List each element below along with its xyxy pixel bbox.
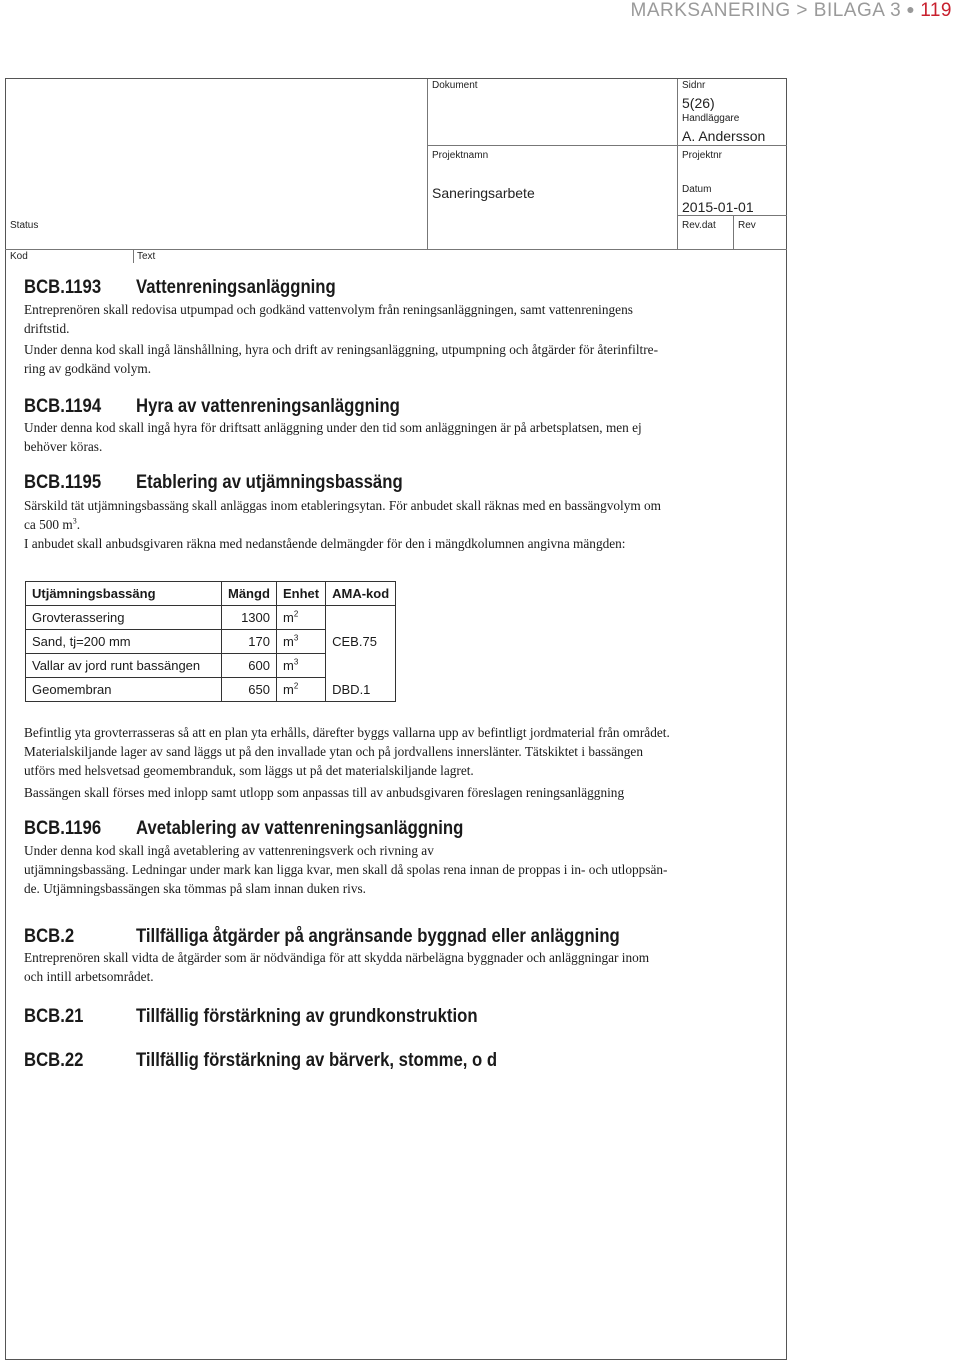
unit-cell <box>277 606 326 630</box>
unit-text: m <box>283 682 294 697</box>
text-line <box>24 515 764 534</box>
text-line: Bassängen skall förses med inlopp samt utlopp som anpassas till av anbudsgivaren föreslagen reningsanläggning <box>24 785 625 800</box>
sidnr-value: 5(26) <box>682 95 715 111</box>
text-line: driftstid. <box>24 321 70 336</box>
section-code: BCB.22 <box>24 1050 84 1071</box>
kod-text-divider <box>133 249 134 263</box>
text-line: utjämningsbassäng. Ledningar under mark kan ligga kvar, men skall då spolas rena innan de proppas i in- och utloppsän- <box>24 862 668 877</box>
section-code: BCB.2 <box>24 926 75 947</box>
unit-text: m <box>283 610 294 625</box>
item-cell: Sand, tj=200 mm <box>26 630 222 654</box>
table-row <box>26 630 396 654</box>
revdat-label: Rev.dat <box>682 220 716 231</box>
header-divider <box>427 145 787 146</box>
unit-exponent: 2 <box>293 681 299 691</box>
qty-cell: 600 <box>222 654 277 678</box>
header-divider <box>677 79 678 249</box>
section-title: Hyra av vattenreningsanläggning <box>136 396 400 417</box>
column-header: AMA-kod <box>326 582 396 606</box>
table-header-row <box>26 582 396 606</box>
ama-cell <box>326 654 396 678</box>
table-row <box>26 654 396 678</box>
text-line: Särskild tät utjämningsbassäng skall anläggas inom etableringsytan. För anbudet skall räknas med en bassängvolym om <box>24 498 662 513</box>
section-code: BCB.1193 <box>24 277 102 298</box>
text-line: behöver köras. <box>24 439 103 454</box>
handlaggare-value: A. Andersson <box>682 128 766 144</box>
section-title: Avetablering av vattenreningsanläggning <box>136 818 464 839</box>
table-row <box>26 606 396 630</box>
handlaggare-label: Handläggare <box>682 113 740 124</box>
text-line: Under denna kod skall ingå länshållning, hyra och drift av reningsanläggning, utpumpning och åtgärder för återinfiltre- <box>24 342 658 357</box>
text-line: och intill arbetsområdet. <box>24 969 154 984</box>
header-divider <box>5 249 787 250</box>
datum-label: Datum <box>682 184 712 195</box>
header-divider <box>677 215 787 216</box>
qty-cell: 170 <box>222 630 277 654</box>
text-segment: ca 500 m <box>24 517 73 532</box>
ama-cell <box>326 606 396 630</box>
sidnr-label: Sidnr <box>682 80 706 91</box>
unit-text: m <box>283 658 294 673</box>
text-line: Under denna kod skall ingå hyra för driftsatt anläggning under den tid som anläggningen är på arbetsplatsen, men ej <box>24 420 642 435</box>
section-code: BCB.1196 <box>24 818 102 839</box>
unit-cell <box>277 678 326 702</box>
running-head-section: MARKSANERING > BILAGA 3 <box>630 0 902 21</box>
section-code: BCB.1195 <box>24 472 102 493</box>
unit-cell <box>277 654 326 678</box>
text-line: Entreprenören skall vidta de åtgärder som är nödvändiga för att skydda närbelägna byggnader och anläggningar inom <box>24 950 650 965</box>
text-line: I anbudet skall anbudsgivaren räkna med nedanstående delmängder för den i mängdkolumnen angivna mängden: <box>24 536 626 551</box>
unit-text: m <box>283 634 294 649</box>
column-header: Enhet <box>277 582 326 606</box>
ama-cell: DBD.1 <box>326 678 396 702</box>
section-title: Tillfällig förstärkning av grundkonstruktion <box>136 1006 478 1027</box>
text-line: Befintlig yta grovterrasseras så att en plan yta erhålls, därefter byggs vallarna upp av befintligt jordmaterial från området. <box>24 725 670 740</box>
datum-value: 2015-01-01 <box>682 199 754 215</box>
text-segment: . <box>76 517 81 532</box>
unit-exponent: 3 <box>293 633 299 643</box>
section-paragraph <box>24 723 764 780</box>
text-line: Under denna kod skall ingå avetablering av vattenreningsverk och rivning av <box>24 843 434 858</box>
qty-cell: 1300 <box>222 606 277 630</box>
page-number: 119 <box>920 0 952 21</box>
section-title: Vattenreningsanläggning <box>136 277 336 298</box>
projektnamn-value: Saneringsarbete <box>432 185 535 201</box>
rev-label: Rev <box>738 220 756 231</box>
section-paragraph <box>24 300 764 338</box>
item-cell: Grovterassering <box>26 606 222 630</box>
unit-exponent: 2 <box>293 609 299 619</box>
bullet-icon: ● <box>906 1 916 17</box>
table-row <box>26 678 396 702</box>
quantity-table <box>25 581 396 702</box>
section-paragraph <box>24 418 764 456</box>
text-line: utförs med helsvetsad geomembranduk, som läggs ut på det materialskiljande lagret. <box>24 763 474 778</box>
section-paragraph <box>24 496 764 553</box>
header-divider <box>427 79 428 249</box>
item-cell: Vallar av jord runt bassängen <box>26 654 222 678</box>
kod-label: Kod <box>10 251 28 262</box>
section-code: BCB.1194 <box>24 396 102 417</box>
text-line: de. Utjämningsbassängen ska tömmas på slam innan duken rivs. <box>24 881 366 896</box>
unit-cell <box>277 630 326 654</box>
column-header: Utjämningsbassäng <box>26 582 222 606</box>
section-title: Tillfällig förstärkning av bärverk, stomme, o d <box>136 1050 498 1071</box>
dokument-label: Dokument <box>432 80 478 91</box>
projektnamn-label: Projektnamn <box>432 150 489 161</box>
section-paragraph <box>24 948 764 986</box>
unit-exponent: 3 <box>293 657 299 667</box>
section-paragraph <box>24 783 764 802</box>
section-paragraph <box>24 340 764 378</box>
document-frame <box>5 78 787 1360</box>
section-code: BCB.21 <box>24 1006 84 1027</box>
qty-cell: 650 <box>222 678 277 702</box>
text-line: ring av godkänd volym. <box>24 361 152 376</box>
section-title: Etablering av utjämningsbassäng <box>136 472 403 493</box>
header-divider <box>733 215 734 249</box>
column-header: Mängd <box>222 582 277 606</box>
status-label: Status <box>10 220 39 231</box>
running-head <box>631 0 953 22</box>
item-cell: Geomembran <box>26 678 222 702</box>
projektnr-label: Projektnr <box>682 150 723 161</box>
text-line: Entreprenören skall redovisa utpumpad och godkänd vattenvolym från reningsanläggningen, samt vattenreningens <box>24 302 633 317</box>
superscript: 3 <box>72 516 77 526</box>
section-paragraph <box>24 841 764 898</box>
ama-cell: CEB.75 <box>326 630 396 654</box>
section-title: Tillfälliga åtgärder på angränsande byggnad eller anläggning <box>136 926 620 947</box>
text-line: Materialskiljande lager av sand läggs ut på den invallade ytan och på jordvallens innerslänter. Tätskiktet i bassängen <box>24 744 643 759</box>
text-label: Text <box>137 251 156 262</box>
